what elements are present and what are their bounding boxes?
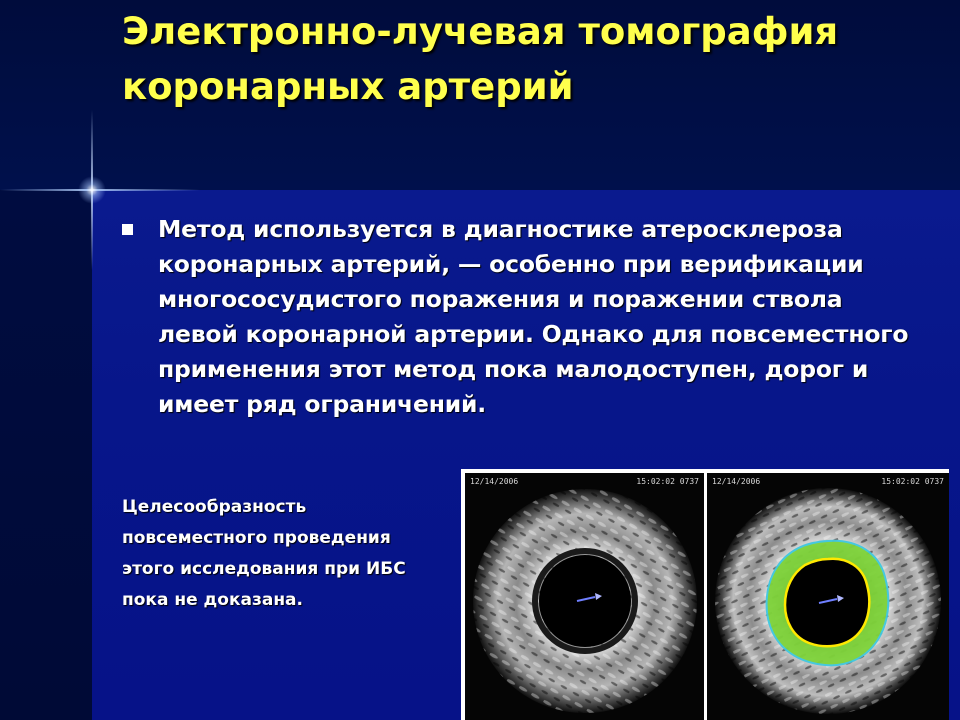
ivus-panel-time: 15:02:02 0737 bbox=[881, 477, 944, 486]
left-decorative-strip bbox=[0, 190, 92, 720]
note-text: Целесообразность повсеместного проведения этого исследования при ИБС пока не доказана. bbox=[122, 497, 406, 610]
ivus-panel-segmented bbox=[707, 473, 949, 720]
ivus-panel-date: 12/14/2006 bbox=[712, 477, 761, 486]
ivus-panel-plain bbox=[465, 473, 704, 720]
ivus-cross-section-image bbox=[465, 473, 704, 720]
square-bullet-icon bbox=[122, 224, 133, 235]
ivus-panel-time: 15:02:02 0737 bbox=[636, 477, 699, 486]
ivus-image-pair bbox=[461, 469, 949, 720]
slide-title: Электронно-лучевая томография коронарных артерий bbox=[122, 10, 839, 108]
sparkle-star-icon bbox=[78, 176, 106, 204]
ivus-panel-date: 12/14/2006 bbox=[470, 477, 519, 486]
bullet-text: Метод используется в диагностике атеросклероза коронарных артерий, — особенно при верификации многососудистого поражения и поражении ствола левой коронарной артерии. Однако для повсеместного применения этот метод пока малодоступен, дорог и имеет ряд ограничений. bbox=[158, 215, 909, 418]
ivus-cross-section-segmented-image bbox=[707, 473, 949, 720]
